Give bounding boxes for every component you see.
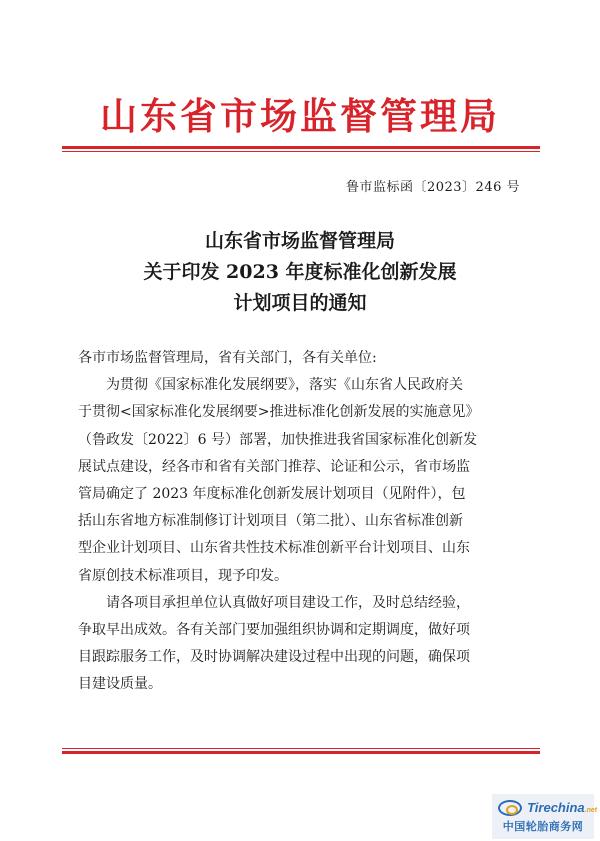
paragraph-line: 争取早出成效。各有关部门要加强组织协调和定期调度，做好项 — [78, 622, 470, 639]
document-title-line: 计划项目的通知 — [233, 292, 367, 314]
watermark-site-name: 中国轮胎商务网 — [502, 820, 584, 833]
footer-red-rule-thin — [62, 748, 540, 749]
paragraph-line: 展试点建设，经各市和省有关部门推荐、论证和公示，省市场监 — [78, 458, 470, 475]
site-watermark — [492, 794, 598, 839]
paragraph-line: 于贯彻<国家标准化发展纲要>推进标准化创新发展的实施意见》 — [78, 404, 480, 421]
paragraph-line: 请各项目承担单位认真做好项目建设工作，及时总结经验， — [106, 594, 470, 611]
paragraph-line: 目建设质量。 — [78, 676, 162, 693]
paragraph-line: 省原创技术标准项目，现予印发。 — [78, 567, 288, 584]
paragraph-line: 目跟踪服务工作，及时协调解决建设过程中出现的问题，确保项 — [78, 649, 470, 666]
paragraph-line: 型企业计划项目、山东省共性技术标准创新平台计划项目、山东 — [78, 540, 470, 557]
document-title-line: 关于印发 2023 年度标准化创新发展 — [143, 261, 457, 283]
paragraph-line: （鲁政发〔2022〕6 号）部署，加快推进我省国家标准化创新发 — [78, 431, 477, 448]
paragraph-line: 为贯彻《国家标准化发展纲要》，落实《山东省人民政府关 — [106, 377, 463, 394]
header-red-rule-thick — [62, 146, 540, 149]
paragraph-line: 管局确定了 2023 年度标准化创新发展计划项目（见附件），包 — [78, 486, 466, 503]
document-title-line: 山东省市场监督管理局 — [204, 230, 395, 252]
salutation: 各市市场监督管理局，省有关部门，各有关单位: — [78, 350, 377, 366]
paragraph-line: 括山东省地方标准制修订计划项目（第二批）、山东省标准创新 — [78, 513, 463, 530]
watermark-brand: Tirechina.net — [527, 800, 598, 815]
document-body — [78, 345, 528, 699]
tire-logo-icon — [498, 800, 522, 816]
footer-red-rule-thick — [62, 751, 540, 754]
document-number: 鲁市监标函〔2023〕246 号 — [345, 180, 520, 195]
header-red-rule-thin — [62, 151, 540, 152]
agency-header-title: 山东省市场监督管理局 — [100, 94, 500, 138]
document-title — [0, 226, 600, 319]
